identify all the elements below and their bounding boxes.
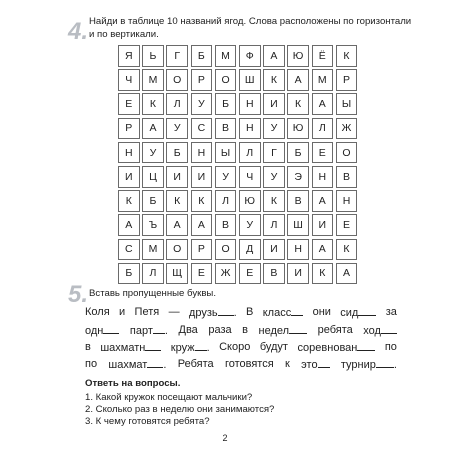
passage-line-3 xyxy=(85,341,397,354)
question-2: 2. Сколько раз в неделю они занимаются? xyxy=(85,404,275,415)
grid-cell: Б xyxy=(287,142,309,164)
passage-word xyxy=(179,324,198,337)
grid-cell: Б xyxy=(215,93,237,115)
grid-cell: И xyxy=(263,93,285,115)
grid-cell: Я xyxy=(118,45,140,67)
passage-word xyxy=(260,341,288,354)
punctuation: . xyxy=(206,342,210,354)
punctuation: . xyxy=(393,359,397,371)
grid-cell: Ш xyxy=(287,214,309,236)
task-4-number: 4. xyxy=(68,18,89,45)
passage-word xyxy=(85,306,110,319)
blank-field[interactable] xyxy=(291,306,303,316)
page-number: 2 xyxy=(222,433,228,443)
grid-cell: Б xyxy=(166,142,188,164)
word-text: ребята xyxy=(317,324,353,336)
grid-cell: К xyxy=(166,190,188,212)
grid-cell: А xyxy=(142,118,164,140)
grid-cell: М xyxy=(142,69,164,91)
blank-field[interactable] xyxy=(357,341,375,351)
grid-cell: Н xyxy=(118,142,140,164)
word-text: в xyxy=(242,324,248,336)
grid-cell: Л xyxy=(312,118,334,140)
passage-word xyxy=(363,324,397,337)
grid-cell: А xyxy=(191,214,213,236)
grid-cell: Л xyxy=(215,190,237,212)
grid-cell: И xyxy=(191,166,213,188)
word-text: шахматн xyxy=(100,342,146,354)
grid-cell: Ь xyxy=(142,45,164,67)
question-1: 1. Какой кружок посещают мальчики? xyxy=(85,392,253,403)
word-text: будут xyxy=(259,341,288,353)
grid-cell: Ц xyxy=(142,166,164,188)
grid-cell: О xyxy=(166,69,188,91)
grid-cell: Б xyxy=(118,263,140,285)
grid-cell: И xyxy=(166,166,188,188)
passage-line-2 xyxy=(85,324,397,337)
blank-field[interactable] xyxy=(376,358,394,368)
grid-cell: М xyxy=(215,45,237,67)
grid-cell: Н xyxy=(239,118,261,140)
blank-field[interactable] xyxy=(103,324,119,334)
grid-cell: Ё xyxy=(312,45,334,67)
task-4-instruction-line-2: и по вертикали. xyxy=(89,29,159,40)
passage-word xyxy=(246,306,253,319)
passage-word xyxy=(208,324,231,337)
grid-cell: Л xyxy=(166,93,188,115)
punctuation: . xyxy=(233,307,237,319)
passage-word xyxy=(219,341,250,354)
grid-cell: Ю xyxy=(287,118,309,140)
grid-cell: Е xyxy=(312,142,334,164)
word-text: раза xyxy=(208,324,232,336)
grid-cell: У xyxy=(142,142,164,164)
grid-cell: К xyxy=(191,190,213,212)
grid-cell: К xyxy=(142,93,164,115)
passage-word xyxy=(189,306,237,319)
grid-cell: Е xyxy=(191,263,213,285)
blank-field[interactable] xyxy=(381,324,397,334)
grid-cell: Ж xyxy=(215,263,237,285)
grid-cell: У xyxy=(191,93,213,115)
grid-cell: К xyxy=(263,69,285,91)
grid-cell: Ч xyxy=(118,69,140,91)
grid-cell: Л xyxy=(239,142,261,164)
punctuation: . xyxy=(164,325,168,337)
word-text: друзь xyxy=(188,307,218,319)
passage-word xyxy=(263,306,303,319)
grid-cell: В xyxy=(336,166,358,188)
grid-cell: А xyxy=(287,69,309,91)
passage-word xyxy=(259,324,308,337)
grid-cell: К xyxy=(263,190,285,212)
task-4-instruction-line-1: Найди в таблице 10 названий ягод. Слова расположены по горизонтали xyxy=(89,16,412,27)
word-text: Коля xyxy=(85,306,110,318)
grid-cell: Е xyxy=(118,93,140,115)
passage-word xyxy=(85,324,119,337)
passage-word xyxy=(242,324,248,337)
passage-word xyxy=(225,358,274,371)
grid-cell: М xyxy=(142,239,164,261)
grid-cell: Н xyxy=(191,142,213,164)
grid-cell: С xyxy=(191,118,213,140)
grid-cell: У xyxy=(263,166,285,188)
grid-cell: О xyxy=(166,239,188,261)
grid-cell: Г xyxy=(166,45,188,67)
grid-cell: А xyxy=(118,214,140,236)
grid-cell: К xyxy=(336,45,358,67)
grid-cell: К xyxy=(312,263,334,285)
question-3: 3. К чему готовятся ребята? xyxy=(85,416,210,427)
passage-line-1 xyxy=(85,306,397,319)
grid-cell: В xyxy=(215,118,237,140)
word-text: шахмат xyxy=(108,359,148,371)
word-text: готовятся xyxy=(224,358,274,370)
grid-cell: В xyxy=(263,263,285,285)
passage-word xyxy=(119,306,125,319)
passage-word xyxy=(108,358,166,371)
grid-cell: Д xyxy=(239,239,261,261)
passage-word xyxy=(313,306,331,319)
grid-cell: И xyxy=(118,166,140,188)
grid-cell: А xyxy=(312,190,334,212)
grid-cell: И xyxy=(263,239,285,261)
grid-cell: Н xyxy=(287,239,309,261)
grid-cell: К xyxy=(287,93,309,115)
passage-word xyxy=(285,358,290,371)
word-text: Скоро xyxy=(219,341,251,353)
task-5-number: 5. xyxy=(68,281,89,308)
word-text: к xyxy=(285,358,290,370)
passage-word xyxy=(340,306,376,319)
grid-cell: Ю xyxy=(287,45,309,67)
grid-cell: А xyxy=(336,263,358,285)
grid-cell: Л xyxy=(142,263,164,285)
word-text: Петя xyxy=(134,306,160,318)
grid-cell: У xyxy=(239,214,261,236)
blank-field[interactable] xyxy=(195,341,207,351)
grid-cell: Р xyxy=(191,69,213,91)
grid-cell: А xyxy=(312,239,334,261)
grid-cell: У xyxy=(263,118,285,140)
word-text: сид xyxy=(340,307,359,319)
grid-cell: У xyxy=(215,166,237,188)
passage-word xyxy=(318,324,353,337)
grid-cell: М xyxy=(312,69,334,91)
grid-cell: С xyxy=(118,239,140,261)
grid-cell: Ы xyxy=(215,142,237,164)
passage-word xyxy=(297,341,375,354)
grid-cell: Н xyxy=(312,166,334,188)
grid-cell: Э xyxy=(287,166,309,188)
questions-heading: Ответь на вопросы. xyxy=(85,378,181,389)
word-text: недел xyxy=(258,325,290,337)
grid-cell: Б xyxy=(191,45,213,67)
grid-cell: И xyxy=(312,214,334,236)
word-text: турнир xyxy=(340,359,376,371)
word-text: по xyxy=(384,341,397,353)
word-text: это xyxy=(301,359,318,371)
blank-field[interactable] xyxy=(145,341,161,351)
passage-word xyxy=(135,306,160,319)
task-5-instruction: Вставь пропущенные буквы. xyxy=(89,288,216,299)
grid-cell: Ф xyxy=(239,45,261,67)
passage-line-4 xyxy=(85,358,397,371)
grid-cell: Ъ xyxy=(142,214,164,236)
grid-cell: О xyxy=(336,142,358,164)
word-text: и xyxy=(119,306,126,318)
passage-word xyxy=(171,341,210,354)
passage-word xyxy=(341,358,397,371)
word-text: в xyxy=(85,341,91,353)
grid-cell: Н xyxy=(239,93,261,115)
grid-cell: И xyxy=(287,263,309,285)
grid-cell: О xyxy=(215,239,237,261)
word-text: за xyxy=(385,306,397,318)
passage-word xyxy=(169,306,180,319)
grid-cell: К xyxy=(336,239,358,261)
word-text: одн xyxy=(85,325,104,337)
word-text: — xyxy=(168,306,180,318)
blank-field[interactable] xyxy=(218,306,234,316)
grid-cell: Ы xyxy=(336,93,358,115)
word-text: В xyxy=(246,306,254,318)
word-text: Два xyxy=(178,324,198,336)
blank-field[interactable] xyxy=(358,306,376,316)
word-text: по xyxy=(85,358,98,370)
passage-word xyxy=(386,306,397,319)
grid-cell: Р xyxy=(191,239,213,261)
blank-field[interactable] xyxy=(147,358,163,368)
passage-word xyxy=(100,341,161,354)
grid-cell: Ж xyxy=(336,118,358,140)
blank-field[interactable] xyxy=(153,324,165,334)
grid-cell: В xyxy=(287,190,309,212)
grid-cell: Ю xyxy=(239,190,261,212)
grid-cell: Е xyxy=(239,263,261,285)
grid-cell: В xyxy=(215,214,237,236)
grid-cell: А xyxy=(166,214,188,236)
passage-word xyxy=(85,358,97,371)
grid-cell: Л xyxy=(263,214,285,236)
passage-word xyxy=(301,358,329,371)
word-text: соревнован xyxy=(297,342,358,354)
word-text: они xyxy=(312,306,331,318)
grid-cell: Щ xyxy=(166,263,188,285)
grid-cell: Р xyxy=(336,69,358,91)
grid-cell: Г xyxy=(263,142,285,164)
grid-cell: О xyxy=(215,69,237,91)
grid-cell: А xyxy=(263,45,285,67)
letter-grid xyxy=(118,45,357,284)
passage-word xyxy=(385,341,397,354)
word-text: класс xyxy=(262,307,292,319)
grid-cell: Ш xyxy=(239,69,261,91)
grid-cell: Н xyxy=(336,190,358,212)
passage-word xyxy=(130,324,168,337)
blank-field[interactable] xyxy=(318,358,330,368)
grid-cell: Е xyxy=(336,214,358,236)
word-text: парт xyxy=(129,325,153,337)
punctuation: . xyxy=(163,359,167,371)
grid-cell: У xyxy=(166,118,188,140)
grid-cell: К xyxy=(118,190,140,212)
grid-cell: Б xyxy=(142,190,164,212)
word-text: ход xyxy=(363,325,381,337)
grid-cell: Ч xyxy=(239,166,261,188)
grid-cell: Р xyxy=(118,118,140,140)
blank-field[interactable] xyxy=(289,324,307,334)
passage-word xyxy=(85,341,91,354)
word-text: круж xyxy=(170,342,195,354)
word-text: Ребята xyxy=(177,358,214,370)
passage-word xyxy=(178,358,214,371)
grid-cell: А xyxy=(312,93,334,115)
